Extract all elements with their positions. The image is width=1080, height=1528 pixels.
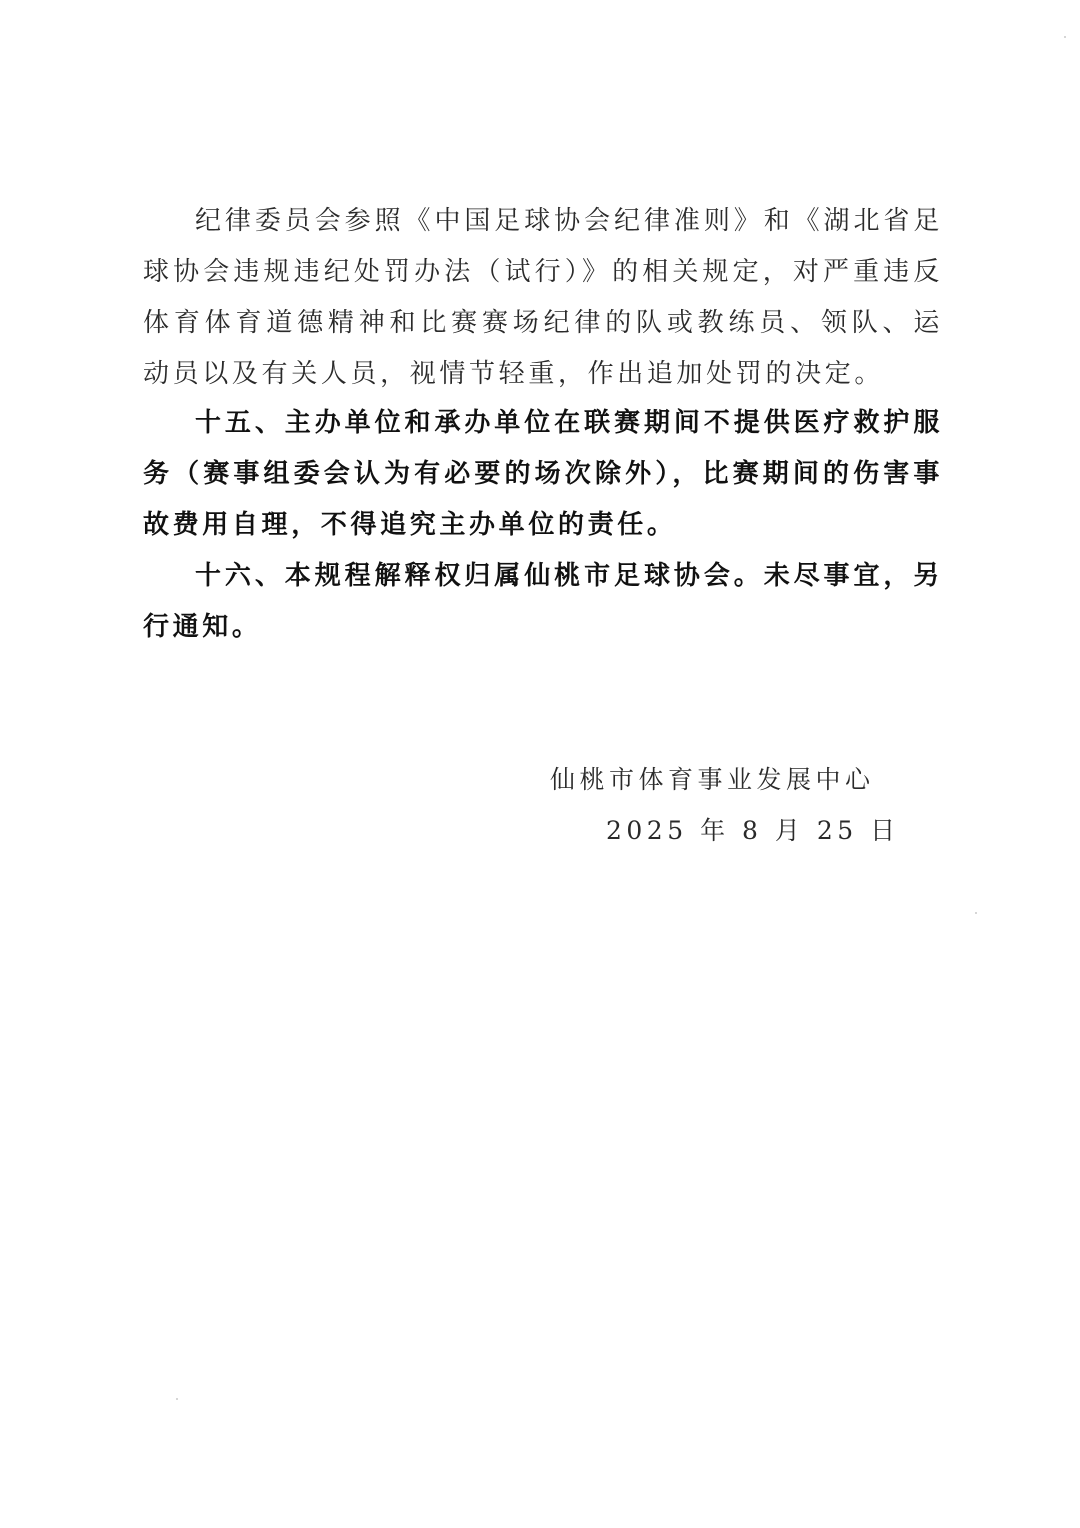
scan-speck	[975, 912, 977, 914]
scan-speck	[176, 1398, 178, 1400]
paragraph-discipline-committee: 纪律委员会参照《中国足球协会纪律准则》和《湖北省足球协会违规违纪处罚办法（试行）》的相关规定，对严重违反体育体育道德精神和比赛赛场纪律的队或教练员、领队、运动员以及有关人员，视情节轻重，作出追加处罚的决定。	[143, 206, 943, 389]
paragraph-article-fifteen: 十五、主办单位和承办单位在联赛期间不提供医疗救护服务（赛事组委会认为有必要的场次除外），比赛期间的伤害事故费用自理，不得追究主办单位的责任。	[143, 408, 943, 540]
paragraph-article-sixteen: 十六、本规程解释权归属仙桃市足球协会。未尽事宜，另行通知。	[143, 561, 943, 642]
scan-speck	[1064, 36, 1066, 38]
issue-date: 2025 年 8 月 25 日	[606, 816, 900, 845]
issuer-name: 仙桃市体育事业发展中心	[550, 765, 875, 794]
